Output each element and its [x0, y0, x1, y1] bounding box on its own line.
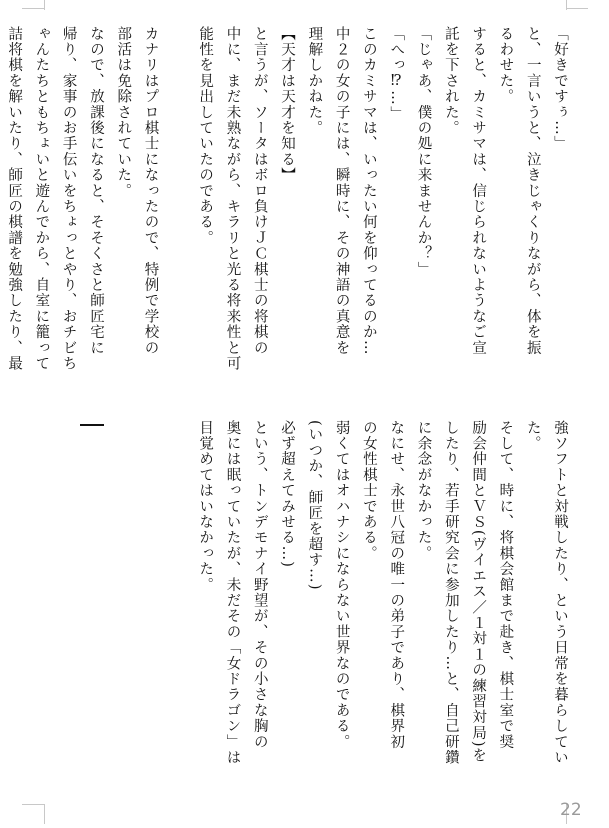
text-line: るわせた。: [497, 26, 514, 105]
text-line: 「好きですぅ…」: [552, 26, 568, 152]
text-line: 【天才は天才を知る】: [279, 26, 296, 183]
text-line: 中に、まだ未熟ながら、キラリと光る将来性と可: [224, 26, 241, 372]
text-line: なので、放課後になると、そそくさと師匠宅に: [87, 26, 104, 356]
text-line: 能性を見出していたのである。: [197, 26, 214, 246]
text-line: 弱くてはオハナシにならない世界なのである。: [333, 420, 350, 750]
text-line: 奥には眠っていたが、未だその「女ドラゴン」は: [224, 420, 241, 766]
text-line: 「へっ⁉…」: [388, 26, 405, 122]
lower-text-column: [191, 420, 573, 810]
upper-text-column: [0, 26, 573, 381]
text-line: と、一言いうと、泣きじゃくりながら、体を振: [524, 26, 541, 356]
crop-mark-top-right-v: [566, 0, 567, 10]
text-line: という、トンデモナイ野望が、その小さな胸の: [251, 420, 268, 750]
text-line: このカミサマは、いったい何を仰ってるのか…: [360, 26, 377, 356]
text-line: すると、カミサマは、信じられないようなご宣: [470, 26, 487, 356]
text-line: た。: [524, 420, 541, 452]
text-line: 中２の女の子には、瞬時に、その神語の真意を: [333, 26, 350, 356]
crop-mark-bottom-left-v: [44, 804, 45, 824]
crop-mark-top-left-v: [44, 0, 45, 10]
text-line: 励会仲間とＶＳ(ヴイエス／１対１の練習対局)を: [470, 420, 487, 764]
text-line: の女性棋士である。: [360, 420, 377, 562]
text-line: と言うが、ソータはボロ負けＪＣ棋士の将棋の: [251, 26, 268, 356]
text-line: [164, 26, 191, 381]
crop-mark-bottom-left-h: [22, 804, 44, 805]
text-line: 強ソフトと対戦したり、という日常を暮らしてい: [552, 420, 568, 766]
text-line: 目覚めてはいなかった。: [197, 420, 214, 593]
text-line: 詰将棋を解いたり、師匠の棋譜を勉強したり、最: [6, 26, 23, 372]
text-line: したり、若手研究会に参加したり…と、自己研鑽: [442, 420, 459, 766]
text-line: 託を下された。: [442, 26, 459, 136]
crop-mark-top-right-h: [566, 8, 588, 9]
text-line: ゃんたちともちょいと遊んでから、自室に籠って: [33, 26, 50, 372]
text-line: 帰り、家事のお手伝いをちょっとやり、おチビち: [60, 26, 77, 372]
text-line: 理解しかねた。: [306, 26, 323, 136]
text-line: 必ず超えてみせる…): [279, 420, 296, 569]
crop-mark-top-left-h: [22, 8, 44, 9]
text-line: 「じゃあ、僕の処に来ませんか？」: [415, 26, 432, 278]
text-line: そして、時に、将棋会館まで赴き、棋士室で奨: [497, 420, 514, 750]
section-divider: [80, 424, 104, 426]
text-line: (いつか、師匠を超す…): [306, 420, 323, 591]
text-line: カナリはプロ棋士になったので、特例で学校の: [142, 26, 159, 356]
text-line: なにせ、永世八冠の唯一の弟子であり、棋界初: [388, 420, 405, 750]
page-number: 22: [560, 800, 582, 820]
text-line: に余念がなかった。: [415, 420, 432, 562]
text-line: 部活は免除されていた。: [115, 26, 132, 199]
